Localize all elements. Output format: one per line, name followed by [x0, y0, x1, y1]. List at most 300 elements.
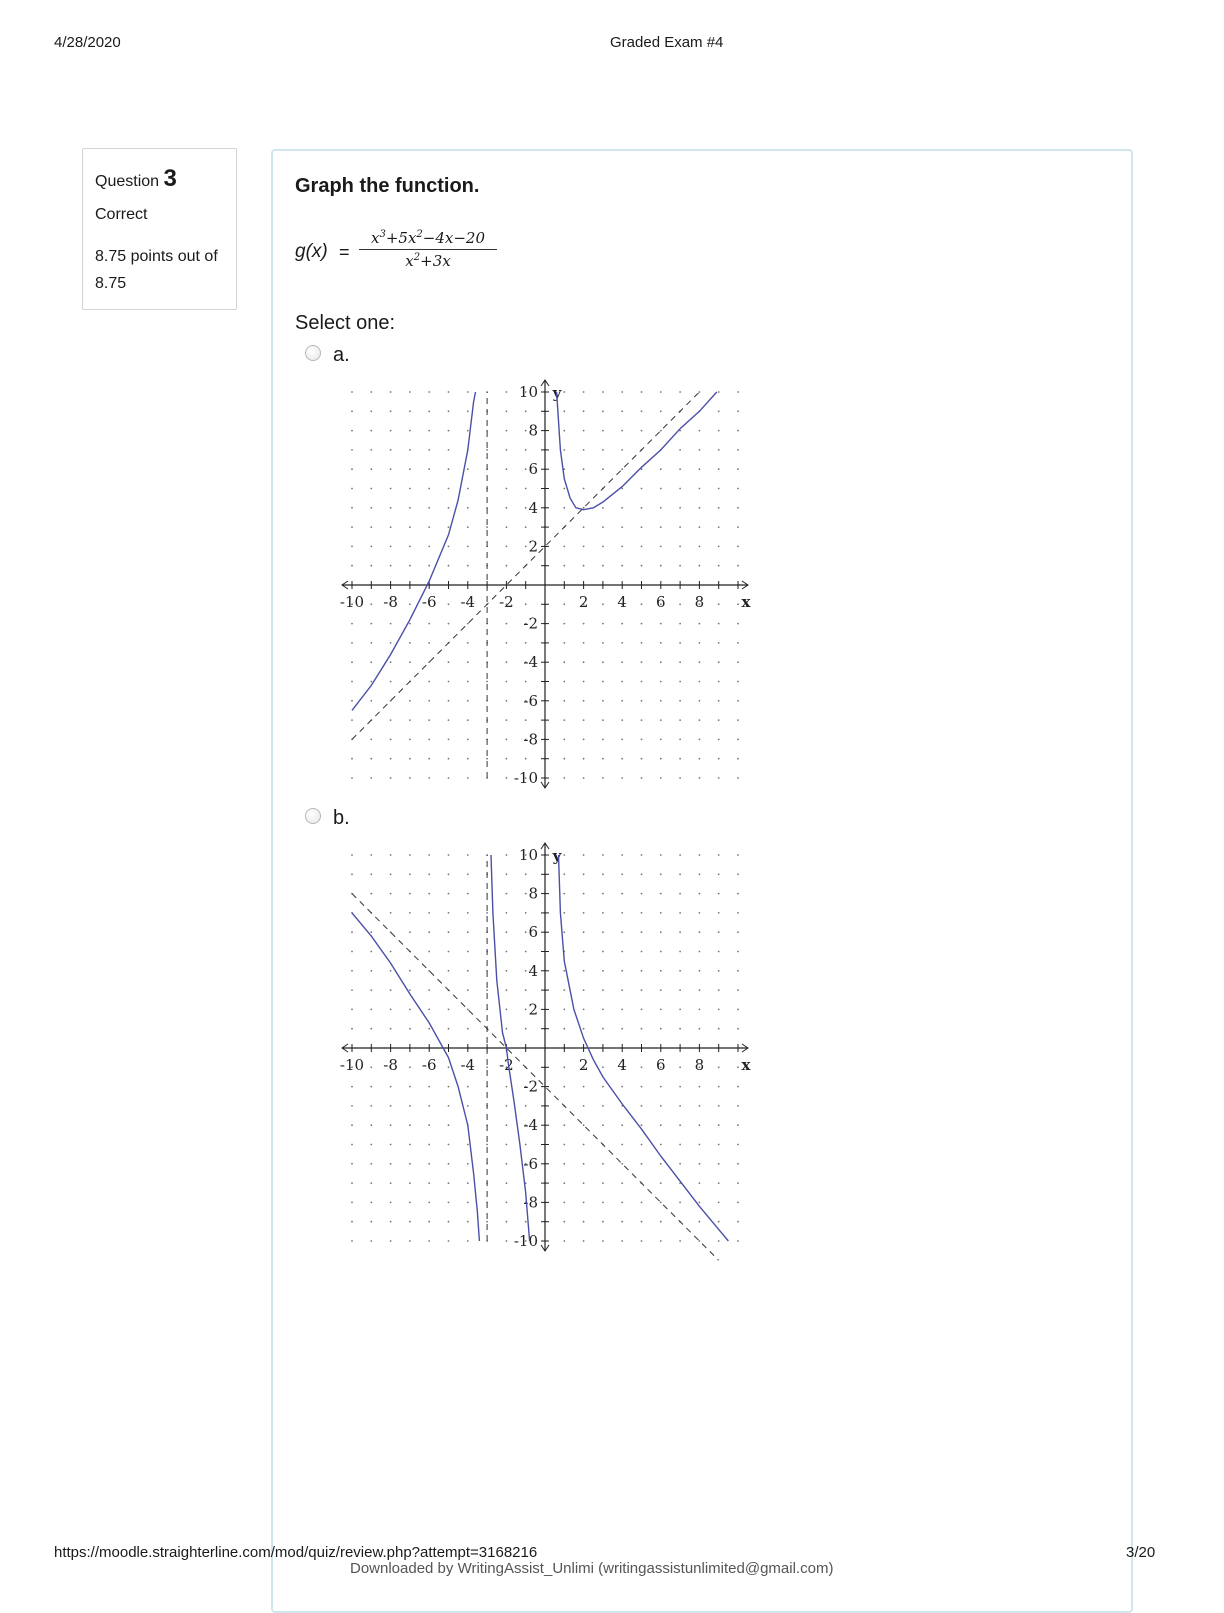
y-tick-label: 2	[528, 537, 538, 556]
grid-dot	[428, 565, 430, 567]
grid-dot	[737, 642, 739, 644]
grid-dot	[641, 1028, 643, 1030]
grid-dot	[467, 758, 469, 760]
grid-dot	[621, 1144, 623, 1146]
grid-dot	[660, 1182, 662, 1184]
grid-dot	[660, 1086, 662, 1088]
grid-dot	[621, 893, 623, 895]
grid-dot	[641, 1144, 643, 1146]
grid-dot	[699, 758, 701, 760]
grid-dot	[679, 565, 681, 567]
question-grade: 8.75 points out of 8.75	[95, 248, 218, 292]
y-tick-label: -2	[523, 1077, 538, 1096]
grid-dot	[409, 526, 411, 528]
grid-dot	[602, 1009, 604, 1011]
grid-dot	[448, 391, 450, 393]
grid-dot	[699, 739, 701, 741]
grid-dot	[351, 1221, 353, 1223]
grid-dot	[583, 449, 585, 451]
grid-dot	[428, 700, 430, 702]
grid-dot	[390, 1221, 392, 1223]
grid-dot	[583, 758, 585, 760]
grid-dot	[448, 449, 450, 451]
grid-dot	[583, 661, 585, 663]
grid-dot	[467, 989, 469, 991]
grid-dot	[467, 912, 469, 914]
grid-dot	[409, 468, 411, 470]
grid-dot	[428, 1144, 430, 1146]
grid-dot	[679, 507, 681, 509]
grid-dot	[737, 970, 739, 972]
grid-dot	[467, 391, 469, 393]
grid-dot	[737, 1221, 739, 1223]
grid-dot	[370, 893, 372, 895]
grid-dot	[718, 873, 720, 875]
grid-dot	[506, 623, 508, 625]
grid-dot	[351, 526, 353, 528]
grid-dot	[351, 468, 353, 470]
y-tick-label: -2	[523, 614, 538, 633]
grid-dot	[737, 1066, 739, 1068]
function-fraction	[359, 229, 497, 270]
grid-dot	[409, 893, 411, 895]
grid-dot	[660, 719, 662, 721]
grid-dot	[506, 1086, 508, 1088]
grid-dot	[525, 970, 527, 972]
grid-dot	[737, 758, 739, 760]
grid-dot	[448, 681, 450, 683]
grid-dot	[428, 1240, 430, 1242]
grid-dot	[641, 623, 643, 625]
grid-dot	[737, 1182, 739, 1184]
grid-dot	[718, 931, 720, 933]
grid-dot	[737, 912, 739, 914]
grid-dot	[679, 1009, 681, 1011]
grid-dot	[448, 970, 450, 972]
grid-dot	[679, 1163, 681, 1165]
grid-dot	[351, 642, 353, 644]
grid-dot	[660, 1240, 662, 1242]
grid-dot	[390, 739, 392, 741]
grid-dot	[409, 931, 411, 933]
grid-dot	[409, 449, 411, 451]
option-b-radio[interactable]	[305, 808, 321, 824]
grid-dot	[621, 565, 623, 567]
grid-dot	[409, 777, 411, 779]
option-a-graph	[329, 369, 759, 799]
grid-dot	[370, 989, 372, 991]
grid-dot	[506, 931, 508, 933]
x-tick-label: -2	[499, 1056, 514, 1074]
grid-dot	[583, 739, 585, 741]
grid-dot	[467, 1182, 469, 1184]
grid-dot	[525, 642, 527, 644]
function-label: g(x)	[295, 241, 328, 262]
grid-dot	[428, 526, 430, 528]
grid-dot	[641, 507, 643, 509]
grid-dot	[679, 1086, 681, 1088]
grid-dot	[679, 488, 681, 490]
grid-dot	[699, 912, 701, 914]
grid-dot	[718, 1221, 720, 1223]
grid-dot	[718, 1163, 720, 1165]
grid-dot	[370, 603, 372, 605]
grid-dot	[467, 565, 469, 567]
grid-dot	[602, 1240, 604, 1242]
grid-dot	[525, 468, 527, 470]
grid-dot	[351, 565, 353, 567]
grid-dot	[467, 1163, 469, 1165]
grid-dot	[737, 565, 739, 567]
question-text: Graph the function.	[295, 175, 480, 197]
grid-dot	[718, 719, 720, 721]
grid-dot	[525, 1105, 527, 1107]
grid-dot	[506, 1105, 508, 1107]
grid-dot	[409, 1240, 411, 1242]
grid-dot	[699, 700, 701, 702]
grid-dot	[583, 565, 585, 567]
grid-dot	[409, 700, 411, 702]
grid-dot	[718, 488, 720, 490]
grid-dot	[602, 739, 604, 741]
grid-dot	[679, 912, 681, 914]
grid-dot	[506, 546, 508, 548]
grid-dot	[679, 1105, 681, 1107]
grid-dot	[718, 1182, 720, 1184]
grid-dot	[525, 1028, 527, 1030]
grid-dot	[737, 681, 739, 683]
grid-dot	[428, 1163, 430, 1165]
grid-dot	[679, 1124, 681, 1126]
y-tick-label: 6	[528, 460, 538, 479]
grid-dot	[370, 873, 372, 875]
y-tick-label: -8	[523, 730, 538, 749]
grid-dot	[718, 739, 720, 741]
grid-dot	[351, 854, 353, 856]
grid-dot	[737, 661, 739, 663]
grid-dot	[660, 642, 662, 644]
grid-dot	[370, 661, 372, 663]
grid-dot	[506, 565, 508, 567]
function-equals: =	[339, 242, 350, 262]
grid-dot	[390, 1124, 392, 1126]
grid-dot	[641, 931, 643, 933]
grid-dot	[563, 1182, 565, 1184]
grid-dot	[699, 430, 701, 432]
grid-dot	[679, 391, 681, 393]
grid-dot	[448, 1163, 450, 1165]
grid-dot	[428, 642, 430, 644]
option-b-label[interactable]: b.	[333, 807, 350, 829]
grid-dot	[448, 931, 450, 933]
grid-dot	[660, 912, 662, 914]
grid-dot	[737, 488, 739, 490]
grid-dot	[660, 873, 662, 875]
y-tick-label: -8	[523, 1193, 538, 1212]
grid-dot	[679, 873, 681, 875]
grid-dot	[737, 873, 739, 875]
grid-dot	[370, 681, 372, 683]
grid-dot	[370, 1066, 372, 1068]
grid-dot	[409, 507, 411, 509]
y-tick-label: 6	[528, 923, 538, 942]
grid-dot	[467, 951, 469, 953]
grid-dot	[660, 931, 662, 933]
x-tick-label: -2	[499, 593, 514, 611]
grid-dot	[351, 989, 353, 991]
option-a-label[interactable]: a.	[333, 344, 350, 366]
grid-dot	[409, 391, 411, 393]
grid-dot	[641, 526, 643, 528]
grid-dot	[718, 468, 720, 470]
grid-dot	[351, 700, 353, 702]
grid-dot	[602, 642, 604, 644]
grid-dot	[737, 546, 739, 548]
grid-dot	[390, 1182, 392, 1184]
grid-dot	[583, 951, 585, 953]
grid-dot	[563, 873, 565, 875]
grid-dot	[699, 526, 701, 528]
grid-dot	[602, 1105, 604, 1107]
grid-dot	[563, 1221, 565, 1223]
grid-dot	[351, 391, 353, 393]
x-tick-label: 6	[656, 1056, 666, 1074]
grid-dot	[428, 1221, 430, 1223]
grid-dot	[563, 642, 565, 644]
grid-dot	[737, 893, 739, 895]
grid-dot	[390, 526, 392, 528]
x-axis-label: x	[741, 1056, 751, 1074]
grid-dot	[660, 1028, 662, 1030]
grid-dot	[699, 661, 701, 663]
grid-dot	[390, 912, 392, 914]
grid-dot	[621, 758, 623, 760]
grid-dot	[718, 893, 720, 895]
grid-dot	[448, 1182, 450, 1184]
grid-dot	[448, 893, 450, 895]
grid-dot	[506, 468, 508, 470]
grid-dot	[409, 970, 411, 972]
grid-dot	[679, 951, 681, 953]
grid-dot	[699, 1124, 701, 1126]
grid-dot	[583, 546, 585, 548]
grid-dot	[679, 546, 681, 548]
grid-dot	[351, 546, 353, 548]
grid-dot	[737, 1124, 739, 1126]
grid-dot	[621, 623, 623, 625]
grid-dot	[621, 1163, 623, 1165]
grid-dot	[525, 1221, 527, 1223]
grid-dot	[409, 989, 411, 991]
grid-dot	[428, 989, 430, 991]
grid-dot	[641, 410, 643, 412]
grid-dot	[699, 1202, 701, 1204]
grid-dot	[370, 951, 372, 953]
option-a-radio[interactable]	[305, 345, 321, 361]
grid-dot	[583, 931, 585, 933]
grid-dot	[737, 931, 739, 933]
grid-dot	[602, 758, 604, 760]
grid-dot	[467, 873, 469, 875]
grid-dot	[583, 468, 585, 470]
grid-dot	[506, 700, 508, 702]
grid-dot	[602, 449, 604, 451]
grid-dot	[370, 565, 372, 567]
grid-dot	[563, 739, 565, 741]
grid-dot	[621, 1182, 623, 1184]
grid-dot	[718, 526, 720, 528]
x-tick-label: -10	[339, 1056, 365, 1074]
grid-dot	[409, 565, 411, 567]
grid-dot	[370, 931, 372, 933]
x-tick-label: 2	[578, 593, 589, 611]
grid-dot	[583, 410, 585, 412]
y-tick-label: -6	[523, 691, 538, 710]
grid-dot	[583, 1144, 585, 1146]
grid-dot	[718, 777, 720, 779]
grid-dot	[390, 1009, 392, 1011]
grid-dot	[409, 1163, 411, 1165]
grid-dot	[699, 1163, 701, 1165]
grid-dot	[448, 1009, 450, 1011]
grid-dot	[737, 1144, 739, 1146]
grid-dot	[679, 1144, 681, 1146]
grid-dot	[525, 893, 527, 895]
grid-dot	[602, 951, 604, 953]
grid-dot	[351, 719, 353, 721]
grid-dot	[409, 1086, 411, 1088]
grid-dot	[699, 468, 701, 470]
grid-dot	[506, 1124, 508, 1126]
grid-dot	[583, 1086, 585, 1088]
grid-dot	[563, 719, 565, 721]
grid-dot	[699, 1105, 701, 1107]
grid-dot	[602, 893, 604, 895]
grid-dot	[602, 970, 604, 972]
grid-dot	[660, 1124, 662, 1126]
grid-dot	[428, 912, 430, 914]
grid-dot	[641, 1105, 643, 1107]
grid-dot	[370, 1202, 372, 1204]
grid-dot	[506, 642, 508, 644]
grid-dot	[370, 1163, 372, 1165]
grid-dot	[409, 1202, 411, 1204]
x-tick-label: 8	[694, 593, 705, 611]
grid-dot	[390, 430, 392, 432]
grid-dot	[506, 989, 508, 991]
grid-dot	[602, 681, 604, 683]
grid-dot	[621, 912, 623, 914]
question-state: Correct	[95, 206, 148, 223]
grid-dot	[467, 700, 469, 702]
grid-dot	[621, 700, 623, 702]
x-tick-label: -4	[460, 1056, 476, 1074]
grid-dot	[448, 1202, 450, 1204]
grid-dot	[660, 1009, 662, 1011]
grid-dot	[351, 449, 353, 451]
grid-dot	[448, 1144, 450, 1146]
grid-dot	[718, 391, 720, 393]
grid-dot	[737, 449, 739, 451]
grid-dot	[621, 719, 623, 721]
grid-dot	[679, 1028, 681, 1030]
grid-dot	[679, 1066, 681, 1068]
asymptote-line	[352, 392, 699, 739]
grid-dot	[428, 410, 430, 412]
grid-dot	[370, 854, 372, 856]
grid-dot	[409, 1124, 411, 1126]
grid-dot	[718, 410, 720, 412]
grid-dot	[641, 739, 643, 741]
grid-dot	[699, 546, 701, 548]
grid-dot	[718, 912, 720, 914]
grid-dot	[583, 1182, 585, 1184]
grid-dot	[679, 931, 681, 933]
grid-dot	[409, 873, 411, 875]
grid-dot	[621, 951, 623, 953]
grid-dot	[351, 1163, 353, 1165]
question-info-panel	[82, 148, 237, 310]
grid-dot	[679, 449, 681, 451]
grid-dot	[602, 700, 604, 702]
grid-dot	[409, 661, 411, 663]
grid-dot	[641, 603, 643, 605]
grid-dot	[641, 893, 643, 895]
x-tick-label: -4	[460, 593, 476, 611]
grid-dot	[390, 719, 392, 721]
grid-dot	[621, 661, 623, 663]
grid-dot	[660, 758, 662, 760]
grid-dot	[563, 391, 565, 393]
y-tick-label: 8	[528, 884, 538, 903]
grid-dot	[506, 1202, 508, 1204]
grid-dot	[506, 1144, 508, 1146]
grid-dot	[621, 1202, 623, 1204]
grid-dot	[602, 526, 604, 528]
x-tick-label: 4	[617, 593, 627, 611]
grid-dot	[467, 507, 469, 509]
grid-dot	[563, 931, 565, 933]
grid-dot	[506, 526, 508, 528]
grid-dot	[390, 873, 392, 875]
grid-dot	[525, 681, 527, 683]
grid-dot	[660, 488, 662, 490]
grid-dot	[467, 661, 469, 663]
grid-dot	[448, 410, 450, 412]
grid-dot	[467, 931, 469, 933]
grid-dot	[351, 1086, 353, 1088]
grid-dot	[428, 719, 430, 721]
grid-dot	[370, 970, 372, 972]
grid-dot	[583, 1105, 585, 1107]
grid-dot	[506, 912, 508, 914]
grid-dot	[525, 488, 527, 490]
grid-dot	[699, 777, 701, 779]
grid-dot	[351, 1144, 353, 1146]
grid-dot	[448, 758, 450, 760]
grid-dot	[428, 1182, 430, 1184]
grid-dot	[448, 488, 450, 490]
grid-dot	[679, 623, 681, 625]
grid-dot	[699, 989, 701, 991]
grid-dot	[718, 430, 720, 432]
grid-dot	[409, 546, 411, 548]
grid-dot	[641, 970, 643, 972]
grid-dot	[679, 777, 681, 779]
grid-dot	[660, 391, 662, 393]
grid-dot	[679, 526, 681, 528]
grid-dot	[602, 989, 604, 991]
